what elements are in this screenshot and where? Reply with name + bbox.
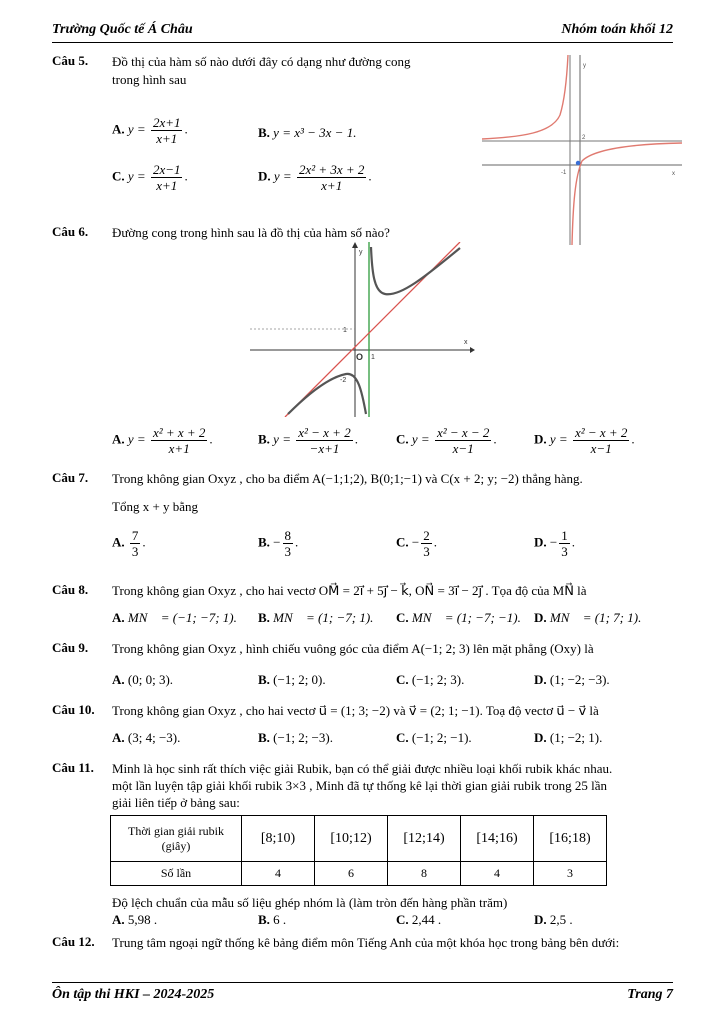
q6-x-label: x — [464, 339, 468, 346]
q6-text: Đường cong trong hình sau là đồ thị của hàm số nào? — [112, 225, 390, 240]
table-header-cell: Thời gian giải rubik (giây) — [111, 816, 242, 862]
table-interval-cell: [10;12) — [315, 816, 388, 862]
q5-text — [112, 53, 475, 89]
q11-text-line2: một lần luyện tập giải khối rubik 3×3 , Minh đã tự thống kê lại thời gian giải rubik trong 25 lần — [112, 778, 607, 793]
q10-option-b: B. (−1; 2; −3). — [258, 730, 333, 745]
table-interval-cell: [12;14) — [388, 816, 461, 862]
table-interval-cell: [8;10) — [242, 816, 315, 862]
q5-label: Câu 5. — [52, 53, 89, 68]
q5-option-b: B. y = x³ − 3x − 1. — [258, 125, 357, 140]
q11-text — [112, 760, 673, 811]
q7-option-c: C. − $\frac{2}{3}$ . — [396, 528, 437, 559]
q5-tick-x: -1 — [561, 170, 567, 176]
q6-label: Câu 6. — [52, 224, 89, 239]
q8-option-d: D. MN⃗ = (1; 7; 1). — [534, 610, 642, 625]
q7-text-line2: Tổng x + y bằng — [112, 499, 199, 514]
q9-option-c: C. (−1; 2; 3). — [396, 672, 465, 687]
page-number: Trang 7 — [627, 987, 673, 1002]
q6-curve-left — [288, 374, 366, 414]
header-school: Trường Quốc tế Á Châu — [52, 22, 193, 37]
q6-graph — [250, 242, 475, 417]
q11-option-a: A. 5,98 . — [112, 912, 158, 927]
q5-y-label: y — [583, 63, 586, 69]
q5-tick-y: 2 — [582, 135, 586, 141]
q9-option-d: D. (1; −2; −3). — [534, 672, 610, 687]
q10-text: Trong không gian Oxyz , cho hai vectơ u⃗ = (1; 3; −2) và v⃗ = (2; 1; −1). Toạ độ vectơ u⃗ − v⃗ là — [112, 703, 599, 718]
q6-minus-two: -2 — [340, 377, 347, 384]
q10-label: Câu 10. — [52, 702, 95, 717]
q8-option-b: B. MN⃗ = (1; −7; 1). — [258, 610, 374, 625]
q11-text-line4: Độ lệch chuẩn của mẫu số liệu ghép nhóm là (làm tròn đến hàng phần trăm) — [112, 895, 508, 910]
q10-option-c: C. (−1; 2; −1). — [396, 730, 472, 745]
q5-text-line2: trong hình sau — [112, 72, 187, 87]
q5-option-a: A. y = $\frac{2x+1}{x+1}$ . — [112, 115, 188, 146]
q9-option-b: B. (−1; 2; 0). — [258, 672, 326, 687]
table-interval-cell: [16;18) — [534, 816, 607, 862]
q9-text: Trong không gian Oxyz , hình chiếu vuông góc của điểm A(−1; 2; 3) lên mặt phẳng (Oxy) là — [112, 641, 594, 656]
q6-origin: O — [356, 352, 364, 362]
q6-option-b: B. y = $\frac{\text{x² − x + 2}}{-x+1}$ . — [258, 425, 358, 456]
footer-rule — [52, 982, 673, 983]
q11-option-d: D. 2,5 . — [534, 912, 573, 927]
q5-curve-left — [482, 55, 568, 139]
q6-option-c: C. y = $\frac{\text{x² − x − 2}}{x-1}$ . — [396, 425, 497, 456]
q8-label: Câu 8. — [52, 582, 89, 597]
rubik-table — [110, 815, 607, 886]
q7-text-line1: Trong không gian Oxyz , cho ba điểm A(−1;1;2), B(0;1;−1) và C(x + 2; y; −2) thẳng hàng. — [112, 471, 583, 486]
q8-option-c: C. MN⃗ = (1; −7; −1). — [396, 610, 521, 625]
q11-label: Câu 11. — [52, 760, 94, 775]
table-count-cell: 4 — [461, 862, 534, 886]
q8-option-a: A. MN⃗ = (−1; −7; 1). — [112, 610, 237, 625]
q7-option-d: D. − $\frac{1}{3}$ . — [534, 528, 575, 559]
table-count-cell: 6 — [315, 862, 388, 886]
q7-option-a: A. $\frac{7}{3}$ . — [112, 528, 146, 559]
q11-option-b: B. 6 . — [258, 912, 287, 927]
q6-y-label: y — [359, 249, 363, 256]
q10-option-a: A. (3; 4; −3). — [112, 730, 181, 745]
q11-text-line1: Minh là học sinh rất thích việc giải Rubik, bạn có thể giải được nhiều loại khối rubik khác nhau. — [112, 761, 613, 776]
q5-graph — [482, 55, 682, 245]
q10-option-d: D. (1; −2; 1). — [534, 730, 603, 745]
q5-option-c: C. y = $\frac{2x-1}{x+1}$ . — [112, 162, 188, 193]
q5-text-line1: Đồ thị của hàm số nào dưới đây có dạng như đường cong — [112, 54, 411, 69]
table-count-cell: 3 — [534, 862, 607, 886]
q5-option-d: D. y = $\frac{\text{2x² + 3x + 2}}{x+1}$ . — [258, 162, 372, 193]
q7-label: Câu 7. — [52, 470, 89, 485]
q9-label: Câu 9. — [52, 640, 89, 655]
table-count-cell: 4 — [242, 862, 315, 886]
q7-option-b: B. − $\frac{8}{3}$ . — [258, 528, 299, 559]
q9-option-a: A. (0; 0; 3). — [112, 672, 174, 687]
header-group: Nhóm toán khối 12 — [561, 22, 673, 37]
q11-text-line3: giải liên tiếp ở bảng sau: — [112, 795, 240, 810]
q5-point — [576, 161, 580, 165]
q8-text: Trong không gian Oxyz , cho hai vectơ OM⃗ = 2i⃗ + 5j⃗ − k⃗, ON⃗ = 3i⃗ − 2j⃗ . Tọa độ của MN⃗ là — [112, 583, 587, 598]
q6-option-a: A. y = $\frac{\text{x² + x + 2}}{x+1}$ . — [112, 425, 213, 456]
table-count-cell: 8 — [388, 862, 461, 886]
q5-x-label: x — [672, 171, 675, 177]
q6-one-x: 1 — [371, 354, 375, 361]
table-row-label: Số lần — [111, 862, 242, 886]
footer-title: Ôn tập thi HKI – 2024-2025 — [52, 987, 215, 1002]
q6-option-d: D. y = $\frac{\text{x² − x + 2}}{x-1}$ . — [534, 425, 635, 456]
table-row — [111, 816, 607, 862]
q6-one-y: 1 — [343, 327, 347, 334]
q12-text: Trung tâm ngoại ngữ thống kê bảng điểm môn Tiếng Anh của một khóa học trong bảng bên dưới: — [112, 935, 620, 950]
q12-label: Câu 12. — [52, 934, 95, 949]
table-interval-cell: [14;16) — [461, 816, 534, 862]
q11-option-c: C. 2,44 . — [396, 912, 442, 927]
header-rule — [52, 42, 673, 43]
table-row — [111, 862, 607, 886]
